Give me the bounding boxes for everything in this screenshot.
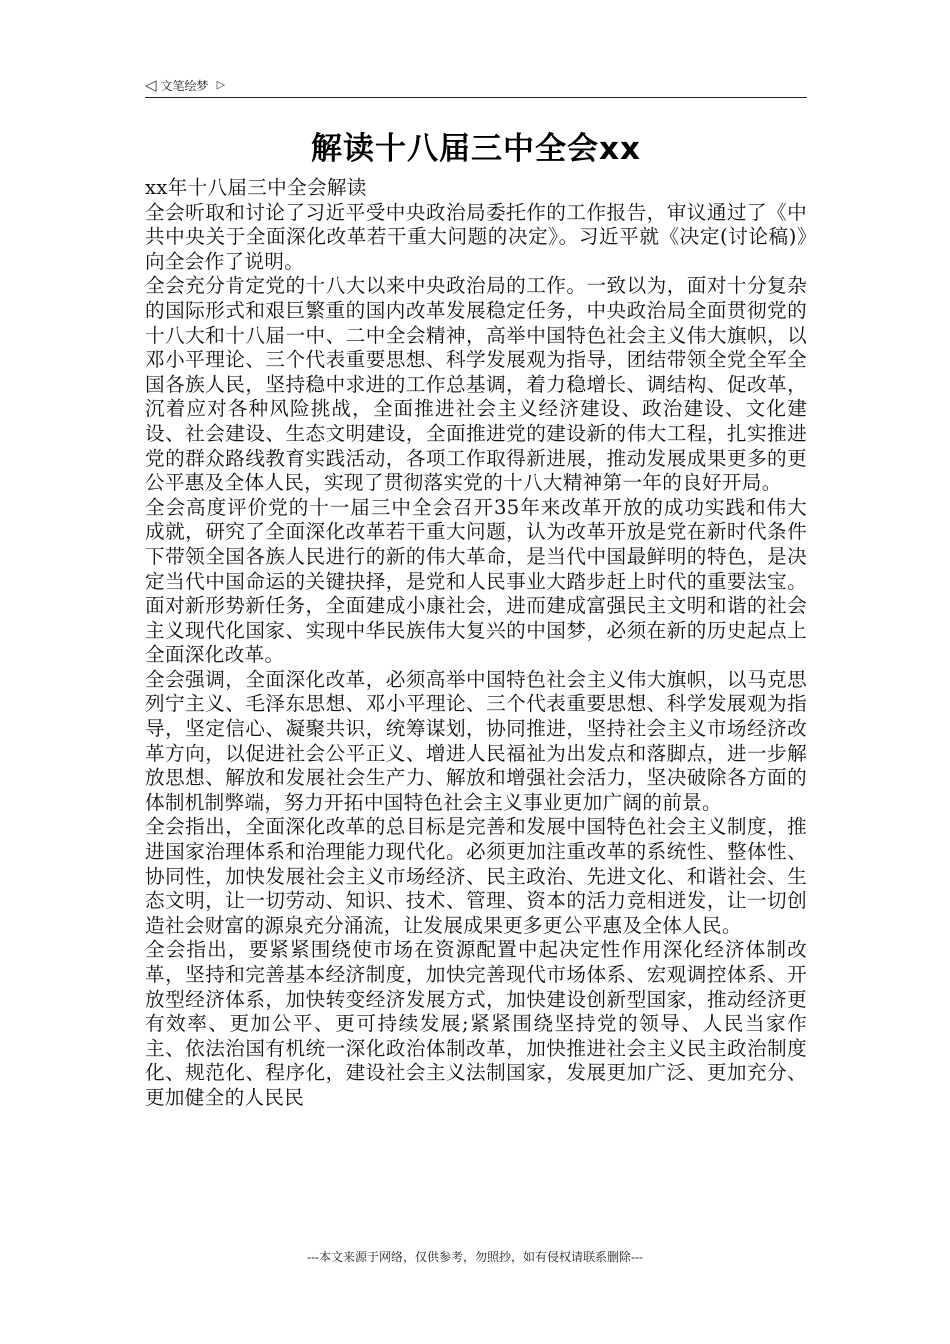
header-brand: 文笔绘梦 [160, 78, 209, 93]
paragraph: 全会指出，要紧紧围绕使市场在资源配置中起决定性作用深化经济体制改革，坚持和完善基本经济制度，加快完善现代市场体系、宏观调控体系、开放型经济体系，加快转变经济发展方式，加快建设创新型国家，推动经济更有效率、更加公平、更可持续发展;紧紧围绕坚持党的领导、人民当家作主、依法治国有机统一深化政治体制改革，加快推进社会主义民主政治制度化、规范化、程序化，建设社会主义法制国家，发展更加广泛、更加充分、更加健全的人民民 [145, 938, 807, 1109]
paragraph: 全会指出，全面深化改革的总目标是完善和发展中国特色社会主义制度，推进国家治理体系和治理能力现代化。必须更加注重改革的系统性、整体性、协同性，加快发展社会主义市场经济、民主政治、先进文化、和谐社会、生态文明，让一切劳动、知识、技术、管理、资本的活力竞相迸发，让一切创造社会财富的源泉充分涌流，让发展成果更多更公平惠及全体人民。 [145, 815, 807, 937]
document-title: 解读十八届三中全会xx [311, 131, 641, 167]
left-triangle-icon: ◁ [145, 76, 157, 94]
paragraph: 全会强调，全面深化改革，必须高举中国特色社会主义伟大旗帜，以马克思列宁主义、毛泽东思想、邓小平理论、三个代表重要思想、科学发展观为指导，坚定信心、凝聚共识，统筹谋划，协同推进，坚持社会主义市场经济改革方向，以促进社会公平正义、增进人民福祉为出发点和落脚点，进一步解放思想、解放和发展社会生产力、解放和增强社会活力，坚决破除各方面的体制机制弊端，努力开拓中国特色社会主义事业更加广阔的前景。 [145, 667, 807, 814]
footer-notice: ---本文来源于网络，仅供参考，勿照抄，如有侵权请联系删除--- [307, 1250, 643, 1264]
page-header [145, 74, 807, 96]
subtitle-line: xx年十八届三中全会解读 [145, 176, 367, 199]
paragraph: 全会高度评价党的十一届三中全会召开35年来改革开放的成功实践和伟大成就，研究了全面深化改革若干重大问题，认为改革开放是党在新时代条件下带领全国各族人民进行的新的伟大革命，是当代中国最鲜明的特色，是决定当代中国命运的关键抉择，是党和人民事业大踏步赶上时代的重要法宝。面对新形势新任务，全面建成小康社会，进而建成富强民主文明和谐的社会主义现代化国家、实现中华民族伟大复兴的中国梦，必须在新的历史起点上全面深化改革。 [145, 495, 807, 667]
right-triangle-icon: ▷ [216, 78, 226, 91]
paragraph: 全会充分肯定党的十八大以来中央政治局的工作。一致以为，面对十分复杂的国际形式和艰巨繁重的国内改革发展稳定任务，中央政治局全面贯彻党的十八大和十八届一中、二中全会精神，高举中国特色社会主义伟大旗帜，以邓小平理论、三个代表重要思想、科学发展观为指导，团结带领全党全军全国各族人民，坚持稳中求进的工作总基调，着力稳增长、调结构、促改革，沉着应对各种风险挑战，全面推进社会主义经济建设、政治建设、文化建设、社会建设、生态文明建设，全面推进党的建设新的伟大工程，扎实推进党的群众路线教育实践活动，各项工作取得新进展，推动发展成果更多的更公平惠及全体人民，实现了贯彻落实党的十八大精神第一年的良好开局。 [145, 274, 807, 495]
paragraph: 全会听取和讨论了习近平受中央政治局委托作的工作报告，审议通过了《中共中央关于全面深化改革若干重大问题的决定》。习近平就《决定(讨论稿)》向全会作了说明。 [145, 200, 807, 273]
header-divider [145, 97, 807, 98]
document-body [145, 176, 807, 1222]
